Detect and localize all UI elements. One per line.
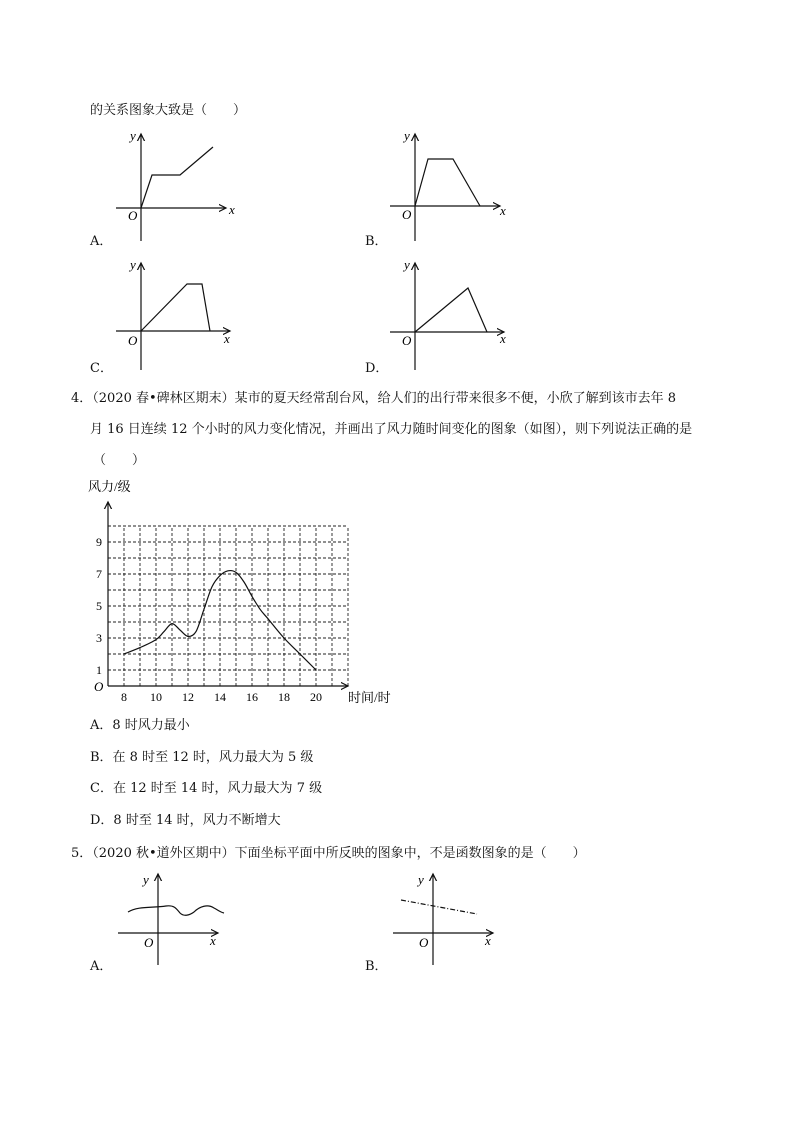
x-tick-label: 16 (246, 690, 258, 704)
origin-label: O (128, 333, 138, 348)
q4-option-b: B．在 8 时至 12 时，风力最大为 5 级 (90, 750, 314, 765)
q5-option-a: A． (90, 959, 113, 974)
y-tick-label: 9 (96, 535, 102, 549)
chart-grid (108, 526, 348, 686)
axis-y-label: y (143, 872, 149, 887)
chart-origin: O (94, 679, 104, 694)
axis-x-label: x (229, 202, 235, 217)
q3-graph-c (108, 255, 243, 373)
y-tick-label: 1 (96, 663, 102, 677)
x-tick-label: 12 (182, 690, 194, 704)
x-tick-label: 18 (278, 690, 290, 704)
y-tick-label: 7 (96, 567, 102, 581)
q4-stem-line1: 4．（2020 春•碑林区期末）某市的夏天经常刮台风，给人们的出行带来很多不便，小欣了解到该市去年 8 (71, 391, 677, 406)
y-tick-label: 5 (96, 599, 102, 613)
q3-option-b: B． (365, 234, 388, 249)
origin-label: O (144, 935, 154, 950)
q5-stem: 5．（2020 秋•道外区期中）下面坐标平面中所反映的图象中，不是函数图象的是（ ） (71, 846, 586, 861)
axis-y-label: y (418, 872, 424, 887)
axis-y-label: y (130, 128, 136, 143)
q3-option-a: A． (90, 234, 113, 249)
axis-y-label: y (404, 128, 410, 143)
q4-stem-line3: （ ） (93, 453, 146, 468)
q3-option-d: D． (365, 361, 389, 376)
q4-option-d: D．8 时至 14 时，风力不断增大 (90, 813, 281, 828)
axis-x-label: x (500, 331, 506, 346)
q3-graph-b (382, 126, 512, 244)
origin-label: O (419, 935, 429, 950)
q3-graph-d (382, 255, 517, 373)
axis-x-label: x (485, 933, 491, 948)
q5-graph-b (385, 868, 505, 968)
axis-x-label: x (500, 203, 506, 218)
q4-option-a: A．8 时风力最小 (90, 718, 190, 733)
q5-graph-a (110, 868, 230, 968)
q3-stem-tail: 的关系图象大致是（ ） (90, 103, 247, 118)
y-tick-label: 3 (96, 631, 102, 645)
origin-label: O (402, 333, 412, 348)
origin-label: O (402, 207, 412, 222)
axis-x-label: x (224, 331, 230, 346)
q3-option-c: C． (90, 361, 113, 376)
x-tick-label: 10 (150, 690, 162, 704)
axis-y-label: y (130, 257, 136, 272)
chart-xlabel: 时间/时 (348, 690, 391, 705)
q4-option-c: C．在 12 时至 14 时，风力最大为 7 级 (90, 781, 323, 796)
q4-stem-line2: 月 16 日连续 12 个小时的风力变化情况，并画出了风力随时间变化的图象（如图），则下列说法正确的是 (90, 422, 693, 437)
x-tick-label: 20 (310, 690, 322, 704)
q5-option-b: B． (365, 959, 388, 974)
chart-ylabel: 风力/级 (88, 479, 131, 494)
origin-label: O (128, 208, 138, 223)
axis-y-label: y (404, 257, 410, 272)
x-tick-label: 14 (214, 690, 226, 704)
x-tick-label: 8 (121, 690, 127, 704)
q3-graph-a (108, 126, 238, 244)
wind-chart (80, 474, 410, 710)
axis-x-label: x (210, 933, 216, 948)
